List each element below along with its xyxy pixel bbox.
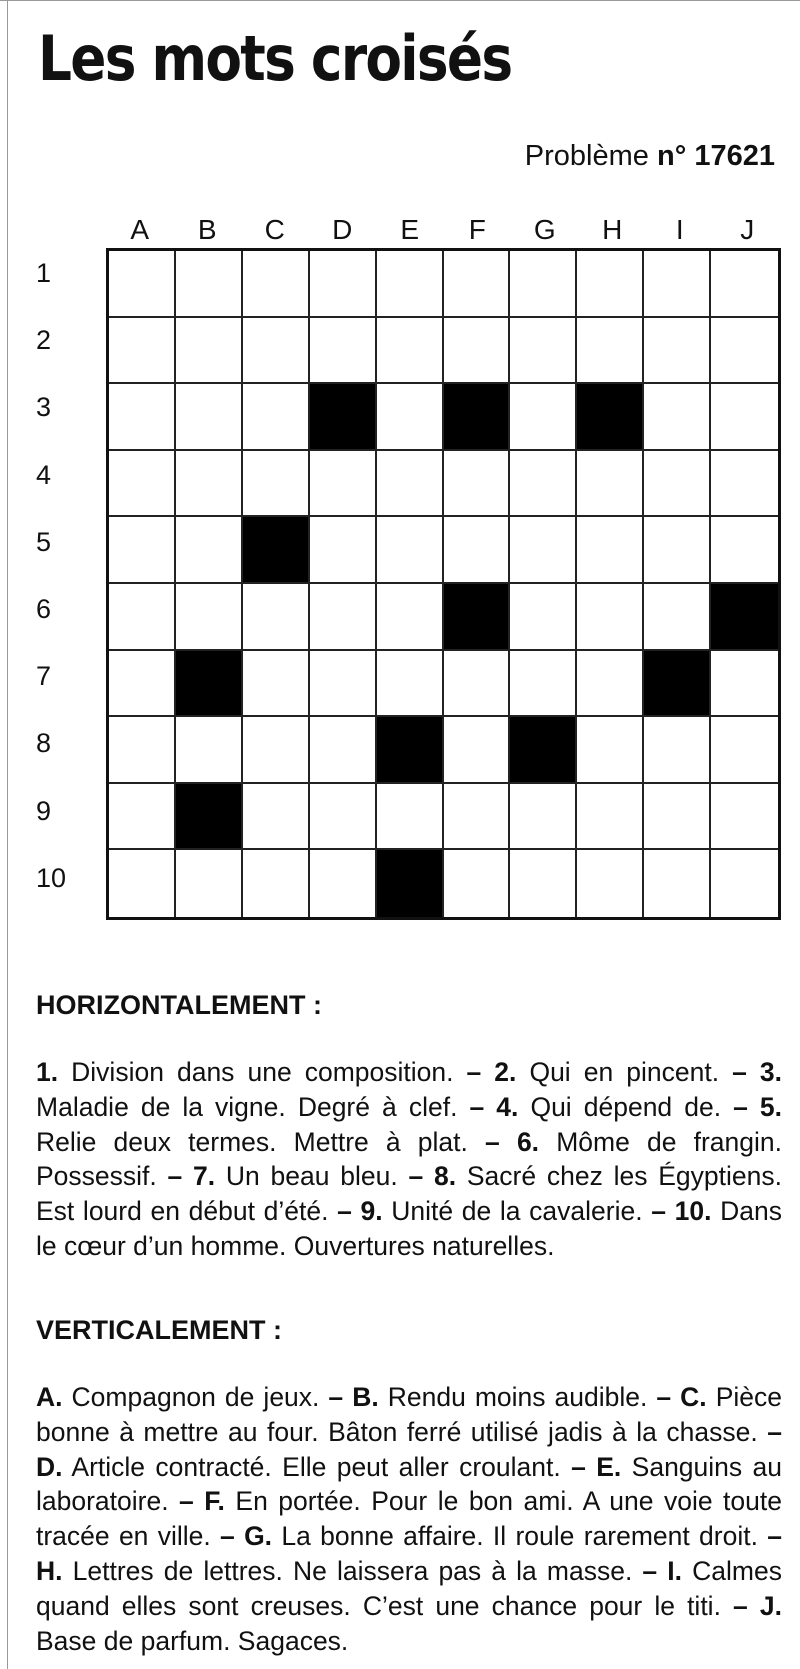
vertical-heading: VERTICALEMENT : [36, 1315, 282, 1345]
grid-cell-e4[interactable] [377, 451, 444, 518]
grid-cell-a3[interactable] [109, 384, 176, 451]
grid-cell-h4[interactable] [577, 451, 644, 518]
grid-cell-g1[interactable] [510, 251, 577, 318]
grid-cell-c6[interactable] [243, 584, 310, 651]
vertical-clue-number: I. [667, 1555, 683, 1586]
grid-cell-j5[interactable] [711, 517, 778, 584]
black-cell-c5 [243, 517, 310, 584]
row-header-2: 2 [36, 325, 52, 356]
grid-cell-i6[interactable] [644, 584, 711, 651]
grid-cell-d6[interactable] [310, 584, 377, 651]
vertical-clue-text: Lettres de lettres. Ne laissera pas à la masse. [72, 1555, 633, 1586]
vertical-clue-number: A. [36, 1382, 63, 1412]
horizontal-clue-text: Sacré chez les Égyptiens. Est lourd en début d’été. [36, 1161, 782, 1227]
vertical-clue-number: C. [680, 1382, 707, 1412]
grid-cell-f4[interactable] [444, 451, 511, 518]
grid-cell-d10[interactable] [310, 850, 377, 917]
grid-cell-h9[interactable] [577, 784, 644, 851]
clue-separator: – [457, 1091, 497, 1122]
column-header-g: G [533, 214, 556, 245]
grid-cell-b6[interactable] [176, 584, 243, 651]
grid-cell-b4[interactable] [176, 451, 243, 518]
grid-cell-c7[interactable] [243, 651, 310, 718]
grid-cell-i3[interactable] [644, 384, 711, 451]
grid-cell-i5[interactable] [644, 517, 711, 584]
grid-cell-a2[interactable] [109, 318, 176, 385]
row-header-7: 7 [36, 661, 52, 692]
horizontal-clue-text: Môme de frangin. Possessif. [36, 1126, 782, 1192]
grid-cell-d1[interactable] [310, 251, 377, 318]
grid-cell-c9[interactable] [243, 784, 310, 851]
grid-cell-a7[interactable] [109, 651, 176, 718]
problem-label: Problème [524, 140, 649, 172]
vertical-clue-text: Sanguins au laboratoire. [36, 1451, 783, 1517]
vertical-clue-text: Calmes quand elles sont creuses. C’est une chance pour le titi. [36, 1555, 782, 1621]
grid-cell-i4[interactable] [644, 451, 711, 518]
vertical-clue-number: D. [36, 1451, 63, 1482]
grid-cell-b3[interactable] [176, 384, 243, 451]
row-header-6: 6 [36, 594, 52, 624]
clue-separator: – [168, 1486, 205, 1517]
horizontal-clue-text: Qui en pincent. [529, 1057, 720, 1087]
clue-separator: – [210, 1521, 245, 1552]
black-cell-e8 [377, 717, 444, 784]
column-header-e: E [400, 214, 420, 245]
clue-separator: – [757, 1416, 782, 1447]
clue-separator: – [328, 1196, 361, 1227]
grid-cell-c2[interactable] [243, 318, 310, 385]
horizontal-clue-text: Relie deux termes. Mettre à plat. [36, 1126, 468, 1157]
grid-cell-g5[interactable] [510, 517, 577, 584]
grid-cell-e3[interactable] [377, 384, 444, 451]
grid-cell-j8[interactable] [711, 717, 778, 784]
horizontal-clue-number: 2. [494, 1057, 517, 1087]
horizontal-clues [36, 1055, 782, 1264]
clue-separator: – [647, 1382, 681, 1412]
vertical-clues [36, 1380, 782, 1658]
vertical-clue-number: J. [759, 1590, 782, 1621]
grid-cell-g4[interactable] [510, 451, 577, 518]
grid-cell-e1[interactable] [377, 251, 444, 318]
grid-cell-i8[interactable] [644, 717, 711, 784]
clue-separator: – [156, 1161, 194, 1192]
vertical-clue-text: La bonne affaire. Il roule rarement droit. [281, 1521, 758, 1552]
black-cell-h3 [577, 384, 644, 451]
column-header-b: B [197, 214, 217, 245]
vertical-clue-text: Compagnon de jeux. [71, 1382, 320, 1412]
grid-cell-i2[interactable] [644, 318, 711, 385]
column-header-i: I [675, 214, 684, 245]
clue-separator: – [467, 1126, 517, 1157]
horizontal-clue-number: 5. [759, 1091, 783, 1122]
grid-cell-a6[interactable] [109, 584, 176, 651]
grid-cell-i9[interactable] [644, 784, 711, 851]
grid-cell-i1[interactable] [644, 251, 711, 318]
vertical-clue-text: Rendu moins audible. [387, 1382, 648, 1412]
grid-cell-j2[interactable] [711, 318, 778, 385]
row-header-9: 9 [36, 795, 52, 826]
column-header-h: H [602, 214, 623, 245]
grid-cell-a10[interactable] [109, 850, 176, 917]
horizontal-clue-text: Qui dépend de. [530, 1091, 722, 1122]
grid-cell-f1[interactable] [444, 251, 511, 318]
horizontal-clue-text: Unité de la cavalerie. [391, 1196, 643, 1227]
column-header-a: A [130, 214, 150, 245]
grid-cell-j10[interactable] [711, 850, 778, 917]
horizontal-clue-number: 8. [434, 1161, 457, 1192]
grid-cell-f10[interactable] [444, 850, 511, 917]
horizontal-clue-number: 9. [360, 1196, 383, 1227]
clue-separator: – [721, 1091, 760, 1122]
grid-cell-g9[interactable] [510, 784, 577, 851]
grid-cell-e7[interactable] [377, 651, 444, 718]
grid-cell-a8[interactable] [109, 717, 176, 784]
grid-cell-c3[interactable] [243, 384, 310, 451]
top-rule [0, 0, 800, 1]
black-cell-b7 [176, 651, 243, 718]
grid-cell-f5[interactable] [444, 517, 511, 584]
row-header-4: 4 [36, 459, 52, 490]
horizontal-clue-text: Division dans une composition. [71, 1057, 454, 1087]
vertical-clue-text: Base de parfum. Sagaces. [36, 1625, 349, 1656]
grid-cell-h2[interactable] [577, 318, 644, 385]
clue-separator: – [757, 1521, 782, 1552]
row-header-8: 8 [36, 728, 52, 759]
horizontal-clue-number: 4. [496, 1091, 519, 1122]
grid-cell-f9[interactable] [444, 784, 511, 851]
problem-id: n° 17621 [656, 140, 775, 172]
black-cell-b9 [176, 784, 243, 851]
grid-cell-a5[interactable] [109, 517, 176, 584]
grid-cell-h6[interactable] [577, 584, 644, 651]
clue-separator: – [642, 1196, 675, 1227]
vertical-clue-number: G. [244, 1521, 273, 1552]
grid-cell-g7[interactable] [510, 651, 577, 718]
grid-cell-b5[interactable] [176, 517, 243, 584]
grid-cell-f8[interactable] [444, 717, 511, 784]
vertical-clue-number: F. [204, 1486, 225, 1517]
problem-number [525, 140, 775, 173]
horizontal-clue-number: 10. [674, 1196, 712, 1227]
row-header-10: 10 [36, 862, 67, 893]
grid-cell-j3[interactable] [711, 384, 778, 451]
black-cell-i7 [644, 651, 711, 718]
grid-cell-e6[interactable] [377, 584, 444, 651]
horizontal-clue-number: 1. [36, 1057, 59, 1087]
grid-cell-h5[interactable] [577, 517, 644, 584]
grid-cell-d8[interactable] [310, 717, 377, 784]
horizontal-clue-text: Un beau bleu. [225, 1161, 398, 1192]
grid-cell-a4[interactable] [109, 451, 176, 518]
black-cell-f3 [444, 384, 511, 451]
grid-cell-a9[interactable] [109, 784, 176, 851]
horizontal-clue-text: Dans le cœur d’un homme. Ouvertures naturelles. [36, 1196, 782, 1261]
page-title: Les mots croisés [38, 22, 512, 95]
column-header-d: D [332, 214, 353, 245]
clue-separator: – [453, 1057, 495, 1087]
grid-cell-c8[interactable] [243, 717, 310, 784]
vertical-clue-text: Pièce bonne à mettre au four. Bâton ferré utilisé jadis à la chasse. [36, 1382, 782, 1447]
grid-cell-d7[interactable] [310, 651, 377, 718]
black-cell-g8 [510, 717, 577, 784]
grid-cell-c10[interactable] [243, 850, 310, 917]
grid-cell-b1[interactable] [176, 251, 243, 318]
black-cell-e10 [377, 850, 444, 917]
vertical-clue-number: E. [596, 1451, 622, 1482]
clue-separator: – [397, 1161, 434, 1192]
black-cell-f6 [444, 584, 511, 651]
column-header-f: F [468, 214, 486, 245]
crossword-grid [106, 248, 781, 920]
grid-cell-h1[interactable] [577, 251, 644, 318]
vertical-clue-text: En portée. Pour le bon ami. A une voie toute tracée en ville. [36, 1486, 782, 1552]
row-header-1: 1 [36, 258, 52, 288]
grid-cell-g3[interactable] [510, 384, 577, 451]
grid-cell-e5[interactable] [377, 517, 444, 584]
grid-cell-d9[interactable] [310, 784, 377, 851]
horizontal-clue-number: 7. [193, 1161, 216, 1192]
grid-cell-d4[interactable] [310, 451, 377, 518]
grid-cell-h7[interactable] [577, 651, 644, 718]
clue-separator: – [632, 1555, 668, 1586]
horizontal-clue-text: Maladie de la vigne. Degré à clef. [36, 1091, 458, 1122]
grid-cell-e9[interactable] [377, 784, 444, 851]
clue-separator: – [560, 1451, 597, 1482]
grid-cell-e2[interactable] [377, 318, 444, 385]
grid-cell-f2[interactable] [444, 318, 511, 385]
grid-cell-b8[interactable] [176, 717, 243, 784]
grid-cell-b10[interactable] [176, 850, 243, 917]
clue-separator: – [319, 1382, 353, 1412]
row-header-3: 3 [36, 392, 52, 423]
grid-cell-c4[interactable] [243, 451, 310, 518]
column-header-j: J [740, 214, 755, 245]
grid-cell-d2[interactable] [310, 318, 377, 385]
grid-cell-f7[interactable] [444, 651, 511, 718]
grid-cell-j1[interactable] [711, 251, 778, 318]
horizontal-clue-number: 6. [516, 1126, 540, 1157]
grid-cell-c1[interactable] [243, 251, 310, 318]
grid-cell-a1[interactable] [109, 251, 176, 318]
grid-cell-h8[interactable] [577, 717, 644, 784]
vertical-clue-number: B. [352, 1382, 379, 1412]
grid-cell-d5[interactable] [310, 517, 377, 584]
grid-cell-h10[interactable] [577, 850, 644, 917]
grid-cell-g10[interactable] [510, 850, 577, 917]
grid-cell-j7[interactable] [711, 651, 778, 718]
clue-separator: – [720, 1590, 760, 1621]
grid-cell-j4[interactable] [711, 451, 778, 518]
grid-cell-j9[interactable] [711, 784, 778, 851]
black-cell-j6 [711, 584, 778, 651]
column-header-c: C [264, 214, 285, 245]
black-cell-d3 [310, 384, 377, 451]
clue-separator: – [719, 1057, 760, 1087]
grid-cell-i10[interactable] [644, 850, 711, 917]
horizontal-heading: HORIZONTALEMENT : [36, 990, 322, 1020]
horizontal-clue-number: 3. [759, 1057, 782, 1087]
vertical-clue-text: Article contracté. Elle peut aller croulant. [71, 1451, 561, 1482]
left-rule [7, 0, 8, 1669]
grid-cell-g6[interactable] [510, 584, 577, 651]
vertical-clue-number: H. [36, 1555, 63, 1586]
grid-cell-b2[interactable] [176, 318, 243, 385]
row-header-5: 5 [36, 526, 52, 557]
grid-cell-g2[interactable] [510, 318, 577, 385]
